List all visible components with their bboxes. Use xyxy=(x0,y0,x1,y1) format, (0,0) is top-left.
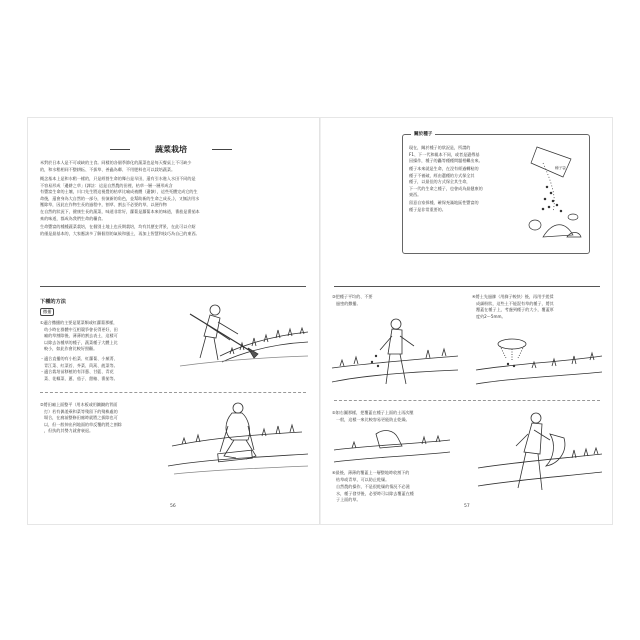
step-line: 打）若有偶羞乘和菜等殘留下的殘株處的 xyxy=(44,408,118,414)
step-line: ⑥最後，薄薄的覆蓋上一層整地時收割下的 xyxy=(332,470,410,475)
seed-box-title: 關於種子 xyxy=(411,131,435,137)
step-line: ③把種子平均的、不要 xyxy=(332,294,373,299)
intro-line: 有豐富生命的土壤，川口先生將這視覺的枯草比喻成被體（遺骸），這些死體完成它的生 xyxy=(40,189,198,195)
step-line: ⑤如右圖那樣，把覆蓋在種子上面的土再次壓 xyxy=(332,410,414,415)
box-line: 下一代的生命之種子，也會成為最健康的 xyxy=(409,185,483,191)
intro-line: 米對於日本人是不可或缺的主食。同樣的各個季節化的蔬菜也是每天餐桌上不可缺少 xyxy=(40,160,192,165)
intro-line: 生命豐富的種種蔬菜栽培，在個別土地上也長期栽培，均有其歷史背景，在此可以介紹 xyxy=(40,224,196,229)
farmer-hoeing-illustration xyxy=(160,296,310,376)
intro-line: 概念基本上是和水稻一樣的，只是經營生命的舞台是旱田，還有引水進入水田不同的是 xyxy=(40,176,196,181)
farmer-leveling-illustration xyxy=(162,396,310,480)
pressing-soil-illustration xyxy=(332,424,452,468)
intro-line: 不容易形成「邊耕之草」(譯註：這是自然農的田裡，枯草一層一層形成含 xyxy=(40,182,173,188)
step-line: 水，種子發芽後，必要時可以除去覆蓋在種 xyxy=(336,490,414,496)
intro-line: 命後，還會身為大自然的一部分，扮演新的角色，並幫助新的生命之成長。)，又無法用水 xyxy=(40,195,200,201)
intro-line: 在自然的狀況下，健康生長的蔬菜，味道非常好，蘿蔔是蘿蔔本來的味道，番茄是番茄本 xyxy=(40,209,200,214)
step-line: ①適合撒播的主要是葉菜類或紅蘿蔔那樣， xyxy=(40,320,118,325)
step-line: ・適合直播的有小松菜、紅蘿蔔、小蕪菁、 xyxy=(40,356,118,361)
seed-info-box xyxy=(402,134,590,254)
step-line: ④將土先過篩（用篩子較快）後，再用手搓揉 xyxy=(472,294,554,299)
box-line: 種子本來就是生命，在沒有經過轉粘的 xyxy=(409,166,479,171)
step-divider xyxy=(40,392,306,393)
section-rule xyxy=(40,286,306,287)
section-rule xyxy=(334,286,600,287)
box-line: 種子，以最佳的方式保全其生命， xyxy=(409,179,471,185)
box-line: 種子是非常重要的。 xyxy=(409,206,446,212)
right-page xyxy=(322,118,612,524)
step-line: 一般，這樣一來比較容易更能防止乾燥。 xyxy=(336,416,410,422)
step-line: 過密的撒播。 xyxy=(336,300,361,306)
intro-line: 的僅是最基本的，大家應該多了解個別的氣候和風土，再加上智慧和技巧為自己的東西。 xyxy=(40,230,200,236)
step-line: ②將田廂上面整平（用木板或用鋤鋤的背面 xyxy=(40,402,118,407)
step-line: 覆蓋在種子上，考慮到種子的大小，覆蓋厚 xyxy=(476,307,554,313)
intro-line: 來的味道，都成為我們生命的糧食。 xyxy=(40,215,106,221)
farmer-sowing-illustration xyxy=(330,310,460,396)
step-line: ，但扶的其勢力就會衰退。 xyxy=(44,428,94,434)
box-line: F1、下一代和親本不同，或者是遺傳基 xyxy=(409,151,480,157)
step-line: 自然農的操作，不是很乾燥的情況不必澆 xyxy=(336,484,410,489)
left-page xyxy=(28,118,318,524)
step-line: 枯草或青草，可以防止乾燥。 xyxy=(336,476,390,482)
sieving-soil-illustration xyxy=(472,324,604,396)
step-line: 以除去各種草的種子，蔬菜種子大體上比 xyxy=(44,339,118,345)
section-heading: 下種的方法 xyxy=(40,299,66,305)
step-line: 幼小時在群體中互相競爭會長得更好，田 xyxy=(44,326,118,332)
book-gutter xyxy=(319,118,321,524)
box-line: 因操作，種子的轟等種種問題相繼出來。 xyxy=(409,158,483,164)
step-line: ・適合栽培苗移植的有洋蔥、甘藍、青花 xyxy=(40,369,114,375)
step-line: 青江菜、紅菜苔、芥菜、茼蒿、菠菜等。 xyxy=(44,362,118,368)
step-line: 場合，在廊前整修田廊時就將之拔除也可 xyxy=(44,415,118,421)
box-line: 東西。 xyxy=(409,192,422,198)
step-line: 菜、花椰菜、蔥、茄子、甜椒、番茄等。 xyxy=(44,375,118,381)
step-line: 成細粉狀，這些土不能混有草的種子，將其 xyxy=(476,300,554,306)
page-title: 蔬菜栽培 xyxy=(116,144,226,155)
method-badge: 撒播 xyxy=(40,308,54,316)
box-line: 種子不被破，經由選種的方式保全其 xyxy=(409,172,475,178)
seed-bag-label: 種子袋 xyxy=(555,166,566,170)
step-divider xyxy=(334,400,600,401)
step-line: 廂的草割除後，薄薄的割去表土，這樣可 xyxy=(44,333,118,339)
page-number: 56 xyxy=(170,504,176,509)
farmer-covering-illustration xyxy=(476,404,604,502)
step-line: 以，但一般伸出到地面的草反覆的將之割除 xyxy=(44,421,122,427)
step-line: 子上面的草。 xyxy=(336,497,361,503)
book-spread xyxy=(28,118,612,524)
intro-line: 的，和水稻相同不整耕耘、不拔草、善蟲為鄰、不用肥料也可以栽培蔬菜。 xyxy=(40,166,176,172)
page-number: 57 xyxy=(464,504,470,509)
seeds-illustration xyxy=(523,141,585,245)
box-line: 現在，關於種子的狀況是，所謂的 xyxy=(409,145,471,150)
step-line: 較小，如此作會比較好照顧。 xyxy=(44,346,98,352)
intro-line: 壓除草，因此在作物生長的過程中，割草、割去不必要的草，以便作物 xyxy=(40,202,167,208)
step-line: 度約2～5mm。 xyxy=(476,313,506,319)
box-line: 留意自家採種，確保充滿地區性豐富的 xyxy=(409,200,479,205)
